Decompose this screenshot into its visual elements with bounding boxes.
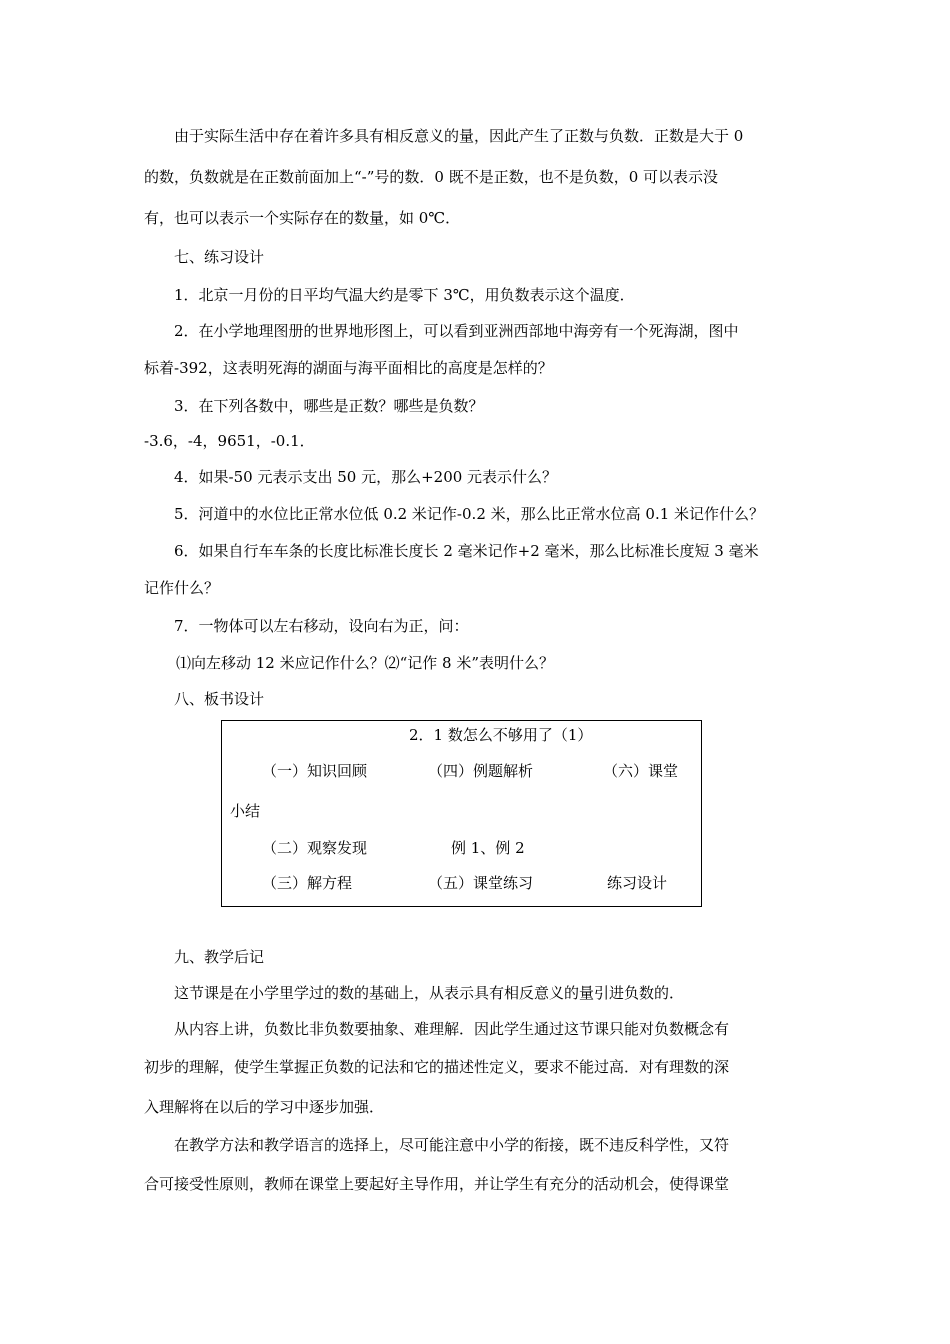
exercise-5: 5．河道中的水位比正常水位低 0.2 米记作-0.2 米，那么比正常水位高 0.1 米记作什么？ xyxy=(174,505,765,523)
board-item-practice: （五）课堂练习 xyxy=(428,874,534,892)
exercise-7-line-2: ⑴向左移动 12 米应记作什么？⑵“记作 8 米”表明什么？ xyxy=(176,654,555,672)
board-item-examples: （四）例题解析 xyxy=(428,762,534,780)
exercise-7-line-1: 7．一物体可以左右移动，设向右为正，问： xyxy=(174,617,469,635)
board-item-summary: （六）课堂 xyxy=(603,762,679,780)
intro-line-3: 有，也可以表示一个实际存在的数量，如 0℃． xyxy=(144,209,461,227)
postscript-paragraph-1: 这节课是在小学里学过的数的基础上，从表示具有相反意义的量引进负数的． xyxy=(174,984,685,1002)
exercise-6-line-2: 记作什么？ xyxy=(144,579,220,597)
board-item-observe: （二）观察发现 xyxy=(262,839,368,857)
section-7-heading: 七、练习设计 xyxy=(174,248,265,266)
intro-line-1: 由于实际生活中存在着许多具有相反意义的量，因此产生了正数与负数．正数是大于 0 xyxy=(174,127,744,145)
postscript-paragraph-3-line-2: 合可接受性原则，教师在课堂上要起好主导作用，并让学生有充分的活动机会，使得课堂 xyxy=(144,1175,730,1193)
postscript-paragraph-2-line-3: 入理解将在以后的学习中逐步加强． xyxy=(144,1098,385,1116)
board-item-example-list: 例 1、例 2 xyxy=(451,839,525,857)
board-item-review: （一）知识回顾 xyxy=(262,762,368,780)
board-item-equations: （三）解方程 xyxy=(262,874,353,892)
intro-line-2: 的数，负数就是在正数前面加上“-”号的数．0 既不是正数，也不是负数，0 可以表示没 xyxy=(144,168,719,186)
board-item-exercise-design: 练习设计 xyxy=(607,874,668,892)
exercise-3-line-1: 3．在下列各数中，哪些是正数？哪些是负数？ xyxy=(174,397,484,415)
postscript-paragraph-2-line-1: 从内容上讲，负数比非负数要抽象、难理解．因此学生通过这节课只能对负数概念有 xyxy=(174,1020,730,1038)
exercise-2-line-2: 标着-392，这表明死海的湖面与海平面相比的高度是怎样的？ xyxy=(144,359,553,377)
section-9-heading: 九、教学后记 xyxy=(174,948,265,966)
postscript-paragraph-3-line-1: 在教学方法和教学语言的选择上，尽可能注意中小学的衔接，既不违反科学性，又符 xyxy=(174,1136,730,1154)
exercise-4: 4．如果-50 元表示支出 50 元，那么+200 元表示什么？ xyxy=(174,468,558,486)
exercise-1: 1．北京一月份的日平均气温大约是零下 3℃，用负数表示这个温度． xyxy=(174,286,635,304)
section-8-heading: 八、板书设计 xyxy=(174,690,265,708)
exercise-6-line-1: 6．如果自行车车条的长度比标准长度长 2 毫米记作+2 毫米，那么比标准长度短 3 毫米 xyxy=(174,542,759,560)
blackboard-design-box xyxy=(221,720,702,907)
board-item-summary-wrap: 小结 xyxy=(230,802,261,820)
exercise-2-line-1: 2．在小学地理图册的世界地形图上，可以看到亚洲西部地中海旁有一个死海湖，图中 xyxy=(174,322,739,340)
postscript-paragraph-2-line-2: 初步的理解，使学生掌握正负数的记法和它的描述性定义，要求不能过高．对有理数的深 xyxy=(144,1058,730,1076)
board-title: 2．1 数怎么不够用了（1） xyxy=(409,726,593,744)
exercise-3-line-2: -3.6，-4，9651，-0.1． xyxy=(144,432,315,450)
